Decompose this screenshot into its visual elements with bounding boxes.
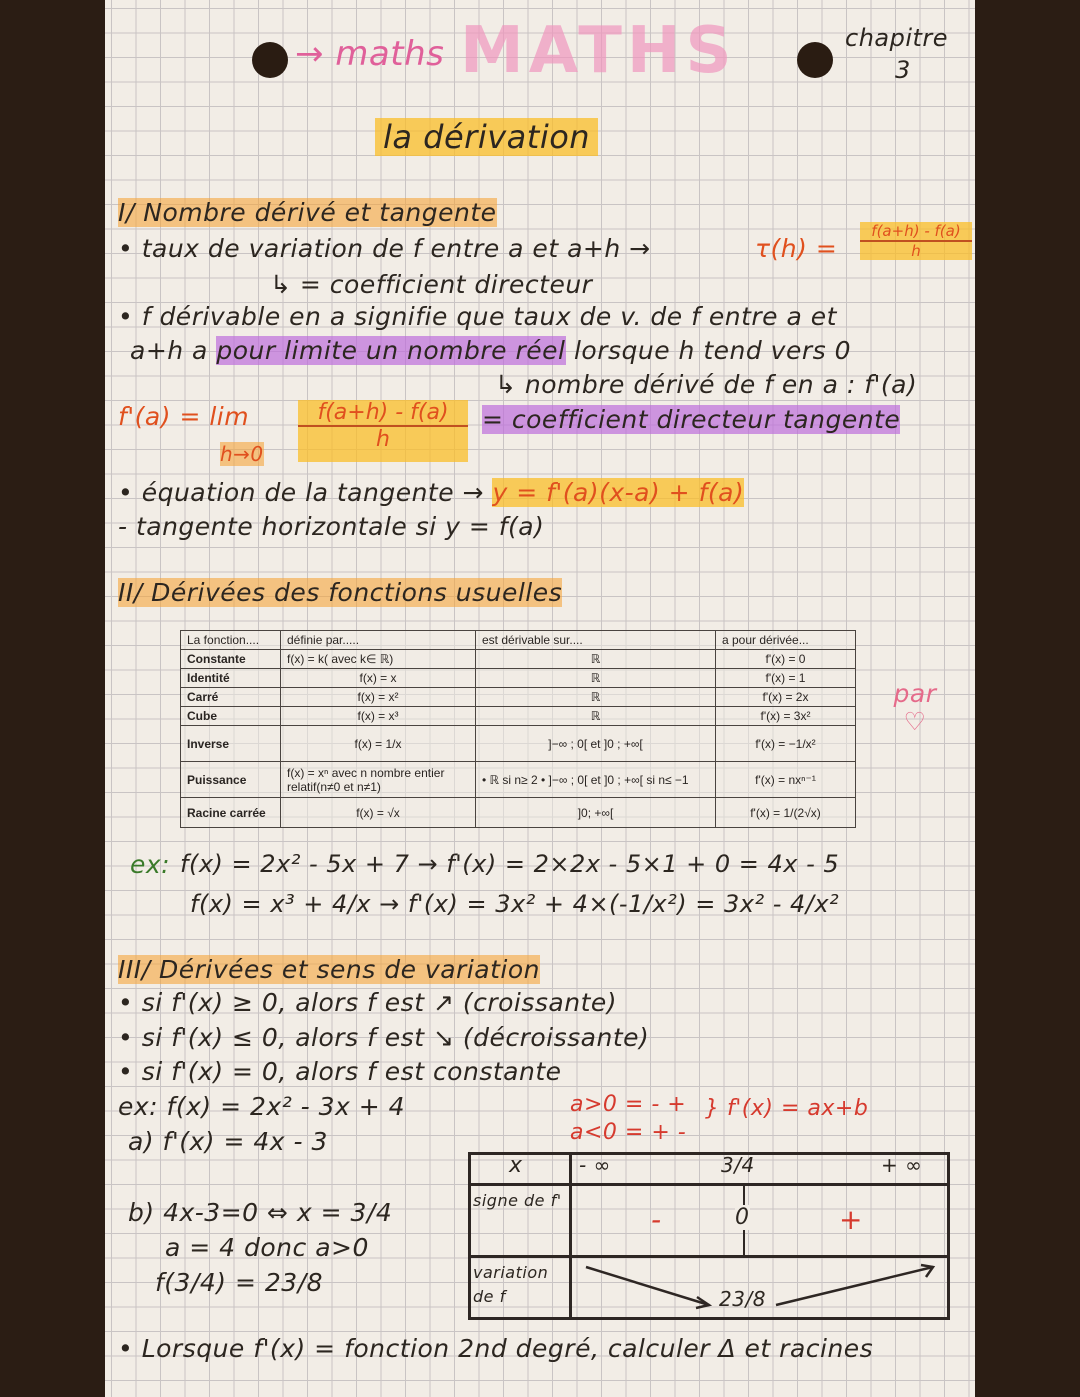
cell: Identité — [181, 669, 281, 688]
cell: f(x) = x³ — [281, 707, 476, 726]
table-row — [181, 650, 856, 669]
note-line: • taux de variation de f entre a et a+h → — [118, 234, 651, 263]
cell: f'(x) = 0 — [716, 650, 856, 669]
note-line: b) 4x-3=0 ⇔ x = 3/4 — [128, 1198, 393, 1227]
tau-formula: τ(h) = — [755, 234, 838, 263]
note-line: ↳ = coefficient directeur — [270, 270, 593, 299]
binder-hole — [797, 42, 833, 78]
cell: ℝ — [476, 707, 716, 726]
variation-table — [468, 1152, 950, 1320]
note-line: ↳ nombre dérivé de f en a : f'(a) — [495, 370, 918, 399]
x-label: x — [509, 1153, 523, 1178]
root-value: 3/4 — [721, 1153, 755, 1177]
table-row — [181, 707, 856, 726]
cell: f(x) = xⁿ avec n nombre entier relatif(n≠0 et n≠1) — [281, 762, 476, 798]
note-line: ex: f(x) = 2x² - 3x + 4 — [118, 1092, 406, 1121]
par-coeur-note: par ♡ — [893, 679, 937, 736]
example-line: f(x) = 2x² - 5x + 7 → f'(x) = 2×2x - 5×1 + 0 = 4x - 5 — [180, 850, 840, 878]
numerator: f(a+h) - f(a) — [298, 400, 468, 427]
note-line: • si f'(x) ≤ 0, alors f est ↘ (décroissante) — [118, 1023, 650, 1052]
cell: f(x) = 1/x — [281, 726, 476, 762]
plus-infinity: + ∞ — [881, 1153, 923, 1177]
note-line — [118, 478, 744, 507]
note-line: • Lorsque f'(x) = fonction 2nd degré, calculer Δ et racines — [118, 1334, 874, 1363]
note-line: • si f'(x) = 0, alors f est constante — [118, 1057, 562, 1086]
example-line: f(x) = x³ + 4/x → f'(x) = 3x² + 4×(-1/x²) = 3x² - 4/x² — [190, 890, 840, 918]
sign-rule: a>0 = - + — [570, 1092, 687, 1117]
banner-handwritten: → maths — [295, 34, 445, 74]
cell: f'(x) = 3x² — [716, 707, 856, 726]
table-row — [181, 688, 856, 707]
chapter-label: chapitre — [845, 24, 949, 52]
text: • équation de la tangente → — [118, 478, 484, 507]
note-line — [130, 336, 851, 365]
note-line — [482, 405, 900, 434]
sign-rule: } f'(x) = ax+b — [705, 1096, 869, 1121]
note-line: f(3/4) = 23/8 — [155, 1268, 324, 1297]
cell: ℝ — [476, 688, 716, 707]
cell: Puissance — [181, 762, 281, 798]
tangent-equation: y = f'(a)(x-a) + f(a) — [492, 478, 745, 507]
cell: f(x) = x² — [281, 688, 476, 707]
cell: f'(x) = 2x — [716, 688, 856, 707]
cell: ]−∞ ; 0[ et ]0 ; +∞[ — [476, 726, 716, 762]
cell: f(x) = k( avec k∈ ℝ) — [281, 650, 476, 669]
limit-subscript: h→0 — [220, 442, 264, 466]
text: a+h a — [130, 336, 208, 365]
variation-label: variation de f — [473, 1263, 549, 1306]
header-cell: La fonction.... — [181, 631, 281, 650]
header-cell: est dérivable sur.... — [476, 631, 716, 650]
increasing-arrow — [776, 1267, 933, 1305]
section-1-heading: I/ Nombre dérivé et tangente — [118, 198, 497, 227]
cell: Carré — [181, 688, 281, 707]
cell: Racine carrée — [181, 798, 281, 828]
chapter-number: 3 — [895, 56, 911, 84]
cell: Constante — [181, 650, 281, 669]
cell: f'(x) = nxⁿ⁻¹ — [716, 762, 856, 798]
cell: f'(x) = 1/(2√x) — [716, 798, 856, 828]
sign-label: signe de f' — [473, 1191, 562, 1210]
denominator: h — [376, 427, 390, 452]
variation-arrows — [471, 1155, 947, 1317]
minus-infinity: - ∞ — [579, 1153, 611, 1177]
tau-fraction — [860, 222, 972, 260]
section-3-heading: III/ Dérivées et sens de variation — [118, 955, 540, 984]
denominator: h — [911, 242, 921, 260]
table-row — [181, 669, 856, 688]
note-line: - tangente horizontale si y = f(a) — [118, 512, 545, 541]
cell: f'(x) = −1/x² — [716, 726, 856, 762]
cell: ]0; +∞[ — [476, 798, 716, 828]
highlight: = coefficient directeur tangente — [482, 405, 901, 434]
cell: f'(x) = 1 — [716, 669, 856, 688]
highlight: pour limite un nombre réel — [216, 336, 566, 365]
minus-sign: - — [651, 1203, 662, 1236]
note-line: a = 4 donc a>0 — [165, 1233, 369, 1262]
decreasing-arrow — [586, 1267, 709, 1305]
cell: ℝ — [476, 650, 716, 669]
table-row — [181, 762, 856, 798]
header-cell: définie par..... — [281, 631, 476, 650]
binder-hole — [252, 42, 288, 78]
plus-sign: + — [839, 1203, 863, 1236]
numerator: f(a+h) - f(a) — [860, 222, 972, 242]
limit-fraction — [298, 400, 468, 462]
derivative-limit: f'(a) = lim — [118, 402, 250, 431]
cell: Cube — [181, 707, 281, 726]
arrow-head — [921, 1265, 933, 1277]
table-row — [181, 798, 856, 828]
table-row — [181, 726, 856, 762]
cell: f(x) = √x — [281, 798, 476, 828]
text: lorsque h tend vers 0 — [573, 336, 852, 365]
note-line: • si f'(x) ≥ 0, alors f est ↗ (croissante) — [118, 988, 618, 1017]
note-line: a) f'(x) = 4x - 3 — [128, 1127, 328, 1156]
cell: ℝ — [476, 669, 716, 688]
header-cell: a pour dérivée... — [716, 631, 856, 650]
sign-rule: a<0 = + - — [570, 1120, 687, 1145]
derivatives-table — [180, 630, 856, 828]
banner-title: MATHS — [460, 14, 737, 88]
minimum-value: 23/8 — [719, 1287, 766, 1311]
note-line: • f dérivable en a signifie que taux de v. de f entre a et — [118, 302, 837, 331]
cell: Inverse — [181, 726, 281, 762]
cell: f(x) = x — [281, 669, 476, 688]
example-label: ex: — [130, 850, 171, 879]
cell: • ℝ si n≥ 2 • ]−∞ ; 0[ et ]0 ; +∞[ si n≤ −1 — [476, 762, 716, 798]
page-title: la dérivation — [375, 118, 598, 156]
zero: 0 — [735, 1205, 750, 1230]
table-header-row — [181, 631, 856, 650]
section-2-heading: II/ Dérivées des fonctions usuelles — [118, 578, 563, 607]
